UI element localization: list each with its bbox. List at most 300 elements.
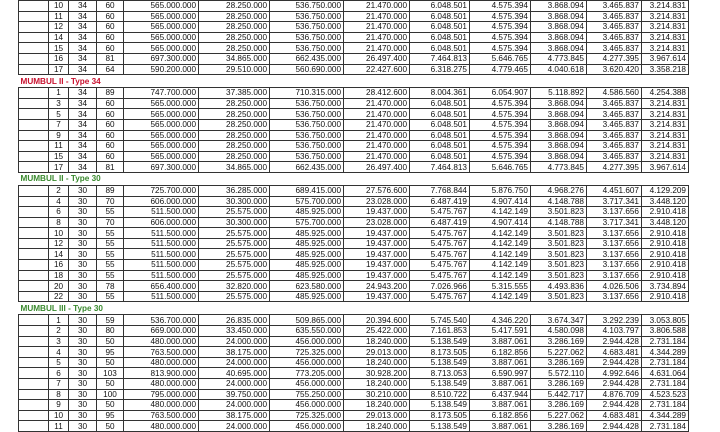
land-area-cell: 100 [97,389,124,400]
installment-2-cell: 4.575.394 [470,98,531,109]
down-payment-cell: 25.575.000 [199,270,270,281]
installment-5-cell: 2.731.184 [642,379,689,390]
price-cell: 511.500.000 [124,291,199,302]
price-cell: 565.000.000 [124,119,199,130]
land-area-cell: 60 [97,119,124,130]
cash-price-cell: 485.925.000 [270,228,344,239]
type-cell: 34 [69,32,97,43]
installment-3-cell: 3.501.823 [531,260,587,271]
blank-cell [19,1,49,12]
cash-price-cell: 456.000.000 [270,336,344,347]
installment-dp-cell: 19.437.000 [344,249,410,260]
price-cell: 511.500.000 [124,228,199,239]
installment-1-cell: 6.048.501 [410,151,470,162]
table-row [19,119,689,130]
cash-price-cell: 536.750.000 [270,32,344,43]
unit-no-cell: 15 [49,151,69,162]
land-area-cell: 89 [97,88,124,99]
section-title: MUMBUL II - Type 30 [19,172,689,185]
land-area-cell: 60 [97,11,124,22]
type-cell: 34 [69,151,97,162]
land-area-cell: 60 [97,1,124,12]
installment-dp-cell: 19.437.000 [344,207,410,218]
installment-2-cell: 4.575.394 [470,141,531,152]
installment-2-cell: 5.876.750 [470,185,531,196]
table-row [19,22,689,33]
installment-5-cell: 2.731.184 [642,421,689,432]
type-cell: 34 [69,162,97,173]
blank-cell [19,389,49,400]
down-payment-cell: 28.250.000 [199,141,270,152]
blank-cell [19,22,49,33]
installment-2-cell: 3.887.061 [470,336,531,347]
installment-5-cell: 3.214.831 [642,1,689,12]
installment-dp-cell: 23.028.000 [344,196,410,207]
price-cell: 697.300.000 [124,53,199,64]
installment-4-cell: 3.137.656 [587,238,642,249]
installment-4-cell: 4.876.709 [587,389,642,400]
installment-1-cell: 7.161.853 [410,326,470,337]
down-payment-cell: 38.175.000 [199,347,270,358]
price-cell: 669.000.000 [124,326,199,337]
land-area-cell: 55 [97,228,124,239]
installment-4-cell: 2.944.428 [587,336,642,347]
installment-5-cell: 3.448.120 [642,217,689,228]
installment-dp-cell: 19.437.000 [344,228,410,239]
cash-price-cell: 689.415.000 [270,185,344,196]
installment-dp-cell: 18.240.000 [344,379,410,390]
type-cell: 34 [69,11,97,22]
installment-5-cell: 3.214.831 [642,119,689,130]
blank-cell [19,151,49,162]
installment-2-cell: 4.575.394 [470,130,531,141]
installment-3-cell: 4.493.836 [531,281,587,292]
installment-3-cell: 3.868.094 [531,98,587,109]
cash-price-cell: 635.550.000 [270,326,344,337]
cash-price-cell: 536.750.000 [270,43,344,54]
type-cell: 34 [69,119,97,130]
installment-2-cell: 5.417.591 [470,326,531,337]
type-cell: 34 [69,109,97,120]
price-cell: 480.000.000 [124,357,199,368]
installment-dp-cell: 18.240.000 [344,357,410,368]
blank-cell [19,196,49,207]
installment-3-cell: 3.501.823 [531,238,587,249]
type-cell: 30 [69,357,97,368]
blank-cell [19,326,49,337]
table-row [19,389,689,400]
installment-4-cell: 4.683.481 [587,410,642,421]
installment-1-cell: 5.475.767 [410,207,470,218]
type-cell: 34 [69,43,97,54]
installment-3-cell: 3.868.094 [531,130,587,141]
land-area-cell: 89 [97,185,124,196]
installment-5-cell: 2.731.184 [642,400,689,411]
down-payment-cell: 25.575.000 [199,238,270,249]
installment-2-cell: 3.887.061 [470,400,531,411]
installment-2-cell: 4.575.394 [470,1,531,12]
installment-3-cell: 3.868.094 [531,32,587,43]
land-area-cell: 50 [97,421,124,432]
price-cell: 763.500.000 [124,410,199,421]
installment-5-cell: 3.967.614 [642,53,689,64]
installment-dp-cell: 21.470.000 [344,109,410,120]
blank-cell [19,32,49,43]
type-cell: 30 [69,347,97,358]
price-cell: 511.500.000 [124,260,199,271]
table-row [19,32,689,43]
price-cell: 565.000.000 [124,130,199,141]
blank-cell [19,162,49,173]
installment-dp-cell: 27.576.600 [344,185,410,196]
table-row [19,326,689,337]
installment-3-cell: 3.501.823 [531,291,587,302]
installment-1-cell: 6.048.501 [410,43,470,54]
type-cell: 30 [69,410,97,421]
type-cell: 30 [69,185,97,196]
down-payment-cell: 26.835.000 [199,315,270,326]
installment-5-cell: 3.214.831 [642,11,689,22]
installment-2-cell: 4.142.149 [470,270,531,281]
unit-no-cell: 22 [49,291,69,302]
down-payment-cell: 28.250.000 [199,43,270,54]
table-row [19,11,689,22]
price-cell: 511.500.000 [124,270,199,281]
installment-5-cell: 3.358.218 [642,64,689,75]
installment-1-cell: 8.004.361 [410,88,470,99]
installment-2-cell: 4.907.414 [470,196,531,207]
down-payment-cell: 28.250.000 [199,151,270,162]
installment-4-cell: 3.465.837 [587,98,642,109]
installment-dp-cell: 21.470.000 [344,119,410,130]
price-table-body [19,1,689,432]
cash-price-cell: 623.580.000 [270,281,344,292]
type-cell: 34 [69,22,97,33]
installment-2-cell: 4.779.465 [470,64,531,75]
unit-no-cell: 8 [49,217,69,228]
installment-4-cell: 3.717.341 [587,217,642,228]
unit-no-cell: 20 [49,281,69,292]
installment-3-cell: 3.286.169 [531,357,587,368]
unit-no-cell: 4 [49,196,69,207]
installment-5-cell: 4.523.523 [642,389,689,400]
type-cell: 30 [69,260,97,271]
installment-5-cell: 3.214.831 [642,109,689,120]
installment-1-cell: 5.138.549 [410,336,470,347]
installment-3-cell: 4.773.845 [531,162,587,173]
installment-2-cell: 6.437.944 [470,389,531,400]
price-cell: 565.000.000 [124,98,199,109]
unit-no-cell: 8 [49,389,69,400]
installment-4-cell: 4.683.481 [587,347,642,358]
cash-price-cell: 536.750.000 [270,11,344,22]
installment-3-cell: 4.773.845 [531,53,587,64]
land-area-cell: 60 [97,151,124,162]
table-row [19,130,689,141]
down-payment-cell: 30.300.000 [199,217,270,228]
price-cell: 606.000.000 [124,217,199,228]
installment-5-cell: 3.214.831 [642,22,689,33]
cash-price-cell: 485.925.000 [270,291,344,302]
installment-dp-cell: 21.470.000 [344,1,410,12]
type-cell: 30 [69,281,97,292]
cash-price-cell: 485.925.000 [270,260,344,271]
cash-price-cell: 485.925.000 [270,238,344,249]
table-row [19,98,689,109]
installment-5-cell: 3.214.831 [642,98,689,109]
land-area-cell: 60 [97,109,124,120]
installment-4-cell: 4.992.646 [587,368,642,379]
unit-no-cell: 7 [49,119,69,130]
installment-2-cell: 4.907.414 [470,217,531,228]
cash-price-cell: 725.325.000 [270,347,344,358]
cash-price-cell: 536.750.000 [270,109,344,120]
installment-1-cell: 6.487.419 [410,217,470,228]
installment-3-cell: 5.227.062 [531,347,587,358]
type-cell: 30 [69,326,97,337]
installment-1-cell: 7.464.813 [410,162,470,173]
down-payment-cell: 25.575.000 [199,249,270,260]
type-cell: 34 [69,130,97,141]
type-cell: 30 [69,249,97,260]
price-cell: 511.500.000 [124,249,199,260]
installment-dp-cell: 26.497.400 [344,53,410,64]
unit-no-cell: 10 [49,228,69,239]
installment-dp-cell: 18.240.000 [344,336,410,347]
unit-no-cell: 16 [49,53,69,64]
down-payment-cell: 34.865.000 [199,162,270,173]
installment-3-cell: 3.868.094 [531,109,587,120]
unit-no-cell: 2 [49,326,69,337]
installment-1-cell: 6.048.501 [410,1,470,12]
blank-cell [19,249,49,260]
table-row [19,336,689,347]
table-row [19,151,689,162]
installment-3-cell: 3.501.823 [531,228,587,239]
price-cell: 565.000.000 [124,141,199,152]
installment-5-cell: 3.214.831 [642,151,689,162]
installment-4-cell: 3.137.656 [587,291,642,302]
installment-2-cell: 3.887.061 [470,357,531,368]
land-area-cell: 60 [97,32,124,43]
land-area-cell: 95 [97,410,124,421]
installment-3-cell: 3.286.169 [531,379,587,390]
price-cell: 795.000.000 [124,389,199,400]
down-payment-cell: 32.820.000 [199,281,270,292]
installment-3-cell: 5.442.717 [531,389,587,400]
table-row [19,421,689,432]
table-row [19,43,689,54]
land-area-cell: 60 [97,141,124,152]
down-payment-cell: 25.575.000 [199,207,270,218]
installment-1-cell: 6.318.275 [410,64,470,75]
land-area-cell: 81 [97,162,124,173]
section-header [19,172,689,185]
installment-dp-cell: 26.497.400 [344,162,410,173]
down-payment-cell: 38.175.000 [199,410,270,421]
price-cell: 565.000.000 [124,43,199,54]
installment-5-cell: 2.910.418 [642,207,689,218]
land-area-cell: 55 [97,260,124,271]
blank-cell [19,98,49,109]
land-area-cell: 70 [97,196,124,207]
blank-cell [19,291,49,302]
table-row [19,410,689,421]
table-row [19,270,689,281]
section-title: MUMBUL II - Type 34 [19,75,689,88]
installment-4-cell: 3.620.420 [587,64,642,75]
unit-no-cell: 10 [49,1,69,12]
installment-5-cell: 3.448.120 [642,196,689,207]
table-row [19,228,689,239]
installment-dp-cell: 19.437.000 [344,270,410,281]
land-area-cell: 55 [97,207,124,218]
down-payment-cell: 25.575.000 [199,228,270,239]
cash-price-cell: 536.750.000 [270,130,344,141]
installment-5-cell: 3.214.831 [642,130,689,141]
cash-price-cell: 575.700.000 [270,196,344,207]
blank-cell [19,228,49,239]
installment-4-cell: 3.137.656 [587,228,642,239]
land-area-cell: 70 [97,217,124,228]
installment-3-cell: 5.227.062 [531,410,587,421]
installment-2-cell: 6.182.856 [470,410,531,421]
type-cell: 30 [69,379,97,390]
installment-4-cell: 3.465.837 [587,109,642,120]
land-area-cell: 50 [97,379,124,390]
price-cell: 565.000.000 [124,32,199,43]
price-cell: 480.000.000 [124,336,199,347]
cash-price-cell: 485.925.000 [270,207,344,218]
installment-4-cell: 3.465.837 [587,32,642,43]
price-cell: 565.000.000 [124,22,199,33]
cash-price-cell: 536.750.000 [270,98,344,109]
down-payment-cell: 28.250.000 [199,1,270,12]
table-row [19,196,689,207]
installment-4-cell: 2.944.428 [587,400,642,411]
unit-no-cell: 7 [49,379,69,390]
installment-2-cell: 4.575.394 [470,11,531,22]
table-row [19,64,689,75]
installment-2-cell: 4.575.394 [470,43,531,54]
table-row [19,162,689,173]
section-header [19,302,689,315]
table-row [19,400,689,411]
installment-1-cell: 5.475.767 [410,249,470,260]
unit-no-cell: 1 [49,315,69,326]
installment-4-cell: 3.465.837 [587,141,642,152]
blank-cell [19,88,49,99]
installment-3-cell: 3.868.094 [531,119,587,130]
installment-4-cell: 3.465.837 [587,11,642,22]
blank-cell [19,11,49,22]
type-cell: 30 [69,207,97,218]
land-area-cell: 103 [97,368,124,379]
blank-cell [19,336,49,347]
installment-2-cell: 4.142.149 [470,260,531,271]
installment-1-cell: 7.026.966 [410,281,470,292]
installment-3-cell: 4.040.618 [531,64,587,75]
installment-2-cell: 4.142.149 [470,291,531,302]
unit-no-cell: 5 [49,109,69,120]
unit-no-cell: 16 [49,260,69,271]
installment-4-cell: 3.465.837 [587,22,642,33]
installment-2-cell: 5.315.555 [470,281,531,292]
installment-3-cell: 5.572.110 [531,368,587,379]
installment-2-cell: 3.887.061 [470,421,531,432]
cash-price-cell: 536.750.000 [270,1,344,12]
installment-3-cell: 3.501.823 [531,207,587,218]
section-title: MUMBUL III - Type 30 [19,302,689,315]
installment-5-cell: 3.053.805 [642,315,689,326]
price-cell: 480.000.000 [124,421,199,432]
installment-4-cell: 3.465.837 [587,1,642,12]
installment-2-cell: 4.142.149 [470,207,531,218]
blank-cell [19,281,49,292]
installment-3-cell: 3.868.094 [531,43,587,54]
type-cell: 30 [69,228,97,239]
installment-dp-cell: 20.394.600 [344,315,410,326]
installment-dp-cell: 19.437.000 [344,291,410,302]
cash-price-cell: 536.750.000 [270,119,344,130]
type-cell: 30 [69,217,97,228]
installment-5-cell: 4.129.209 [642,185,689,196]
installment-4-cell: 3.465.837 [587,130,642,141]
price-cell: 565.000.000 [124,151,199,162]
blank-cell [19,347,49,358]
installment-5-cell: 2.910.418 [642,260,689,271]
installment-2-cell: 5.646.765 [470,53,531,64]
down-payment-cell: 28.250.000 [199,98,270,109]
installment-dp-cell: 30.928.200 [344,368,410,379]
down-payment-cell: 28.250.000 [199,119,270,130]
table-row [19,141,689,152]
installment-1-cell: 6.048.501 [410,109,470,120]
price-cell: 656.400.000 [124,281,199,292]
down-payment-cell: 33.450.000 [199,326,270,337]
price-cell: 480.000.000 [124,379,199,390]
installment-5-cell: 2.731.184 [642,336,689,347]
price-cell: 536.700.000 [124,315,199,326]
type-cell: 30 [69,389,97,400]
table-row [19,347,689,358]
land-area-cell: 55 [97,238,124,249]
installment-3-cell: 3.868.094 [531,141,587,152]
blank-cell [19,260,49,271]
cash-price-cell: 485.925.000 [270,249,344,260]
installment-3-cell: 3.501.823 [531,270,587,281]
installment-3-cell: 4.148.788 [531,196,587,207]
table-row [19,217,689,228]
installment-dp-cell: 25.422.000 [344,326,410,337]
down-payment-cell: 24.000.000 [199,357,270,368]
table-row [19,249,689,260]
down-payment-cell: 28.250.000 [199,11,270,22]
down-payment-cell: 28.250.000 [199,22,270,33]
unit-no-cell: 1 [49,88,69,99]
installment-1-cell: 8.173.505 [410,347,470,358]
land-area-cell: 80 [97,326,124,337]
installment-5-cell: 2.910.418 [642,228,689,239]
installment-dp-cell: 18.240.000 [344,400,410,411]
down-payment-cell: 36.285.000 [199,185,270,196]
installment-5-cell: 4.344.289 [642,347,689,358]
installment-1-cell: 6.048.501 [410,141,470,152]
unit-no-cell: 4 [49,347,69,358]
type-cell: 34 [69,53,97,64]
down-payment-cell: 24.000.000 [199,421,270,432]
cash-price-cell: 456.000.000 [270,421,344,432]
